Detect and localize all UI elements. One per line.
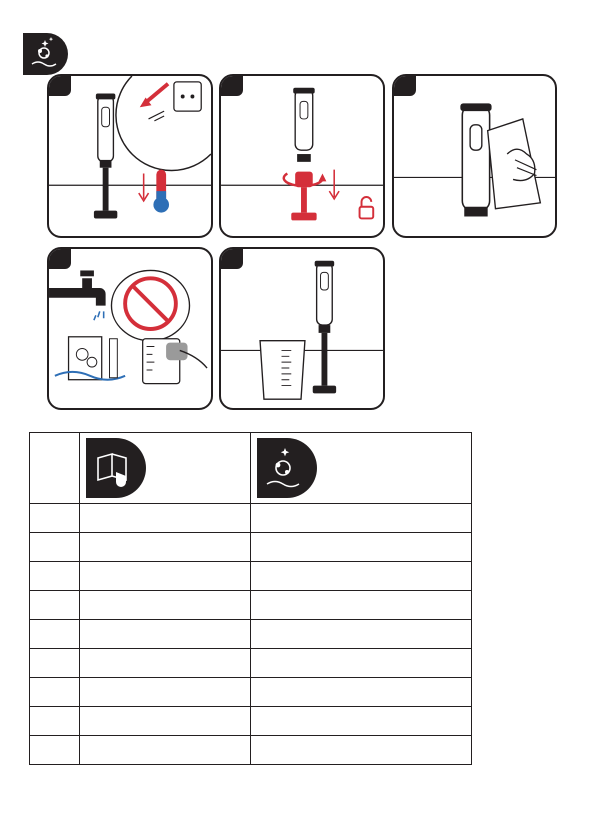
hand-blender-body [291, 88, 316, 221]
table-row [30, 736, 472, 765]
cleaning-table [29, 432, 472, 765]
table-row [30, 562, 472, 591]
measuring-beaker-icon [260, 341, 305, 400]
unlock-icon [360, 197, 374, 218]
table-cell [80, 533, 251, 562]
table-cell [80, 707, 251, 736]
table-row [30, 649, 472, 678]
table-row [30, 591, 472, 620]
dishwasher-cleaning-icon [23, 33, 69, 75]
wipe-cloth-icon [488, 119, 541, 209]
step-panel-2 [219, 74, 385, 238]
dishwasher-cleaning-icon [257, 438, 317, 498]
table-row [30, 533, 472, 562]
table-header-row [30, 433, 472, 504]
sponge-wipe-icon [143, 339, 207, 384]
table-cell [80, 736, 251, 765]
table-cell [251, 562, 472, 591]
step-panel-5 [219, 247, 385, 410]
table-header-cell [251, 433, 472, 504]
hand-blender-body [313, 261, 336, 394]
read-manual-icon [86, 438, 146, 498]
table-cell [30, 504, 80, 533]
table-cell [80, 620, 251, 649]
table-row [30, 678, 472, 707]
table-cell [251, 736, 472, 765]
table-cell [30, 707, 80, 736]
faucet-icon [49, 270, 106, 320]
table-row [30, 504, 472, 533]
table-row [30, 707, 472, 736]
table-cell [80, 649, 251, 678]
table-cell [80, 678, 251, 707]
step-panel-1 [47, 74, 213, 238]
table-cell [251, 649, 472, 678]
table-cell [80, 562, 251, 591]
table-cell [30, 533, 80, 562]
table-cell [30, 678, 80, 707]
table-cell [251, 533, 472, 562]
table-cell [251, 620, 472, 649]
table-cell [251, 707, 472, 736]
temperature-icon [139, 170, 169, 213]
table-cell [251, 504, 472, 533]
table-cell [30, 649, 80, 678]
table-cell [30, 562, 80, 591]
table-cell [251, 678, 472, 707]
table-header-cell [30, 433, 80, 504]
hand-blender-body [460, 103, 491, 216]
hand-blender-body [94, 94, 117, 219]
table-cell [80, 504, 251, 533]
table-cell [80, 591, 251, 620]
step-panel-3 [392, 74, 557, 238]
step-panel-4 [47, 247, 213, 410]
no-dishwasher-icon [111, 270, 189, 340]
table-cell [30, 736, 80, 765]
beaker-washing [55, 337, 125, 380]
table-cell [251, 591, 472, 620]
table-cell [30, 591, 80, 620]
table-row [30, 620, 472, 649]
table-cell [30, 620, 80, 649]
table-header-cell [80, 433, 251, 504]
